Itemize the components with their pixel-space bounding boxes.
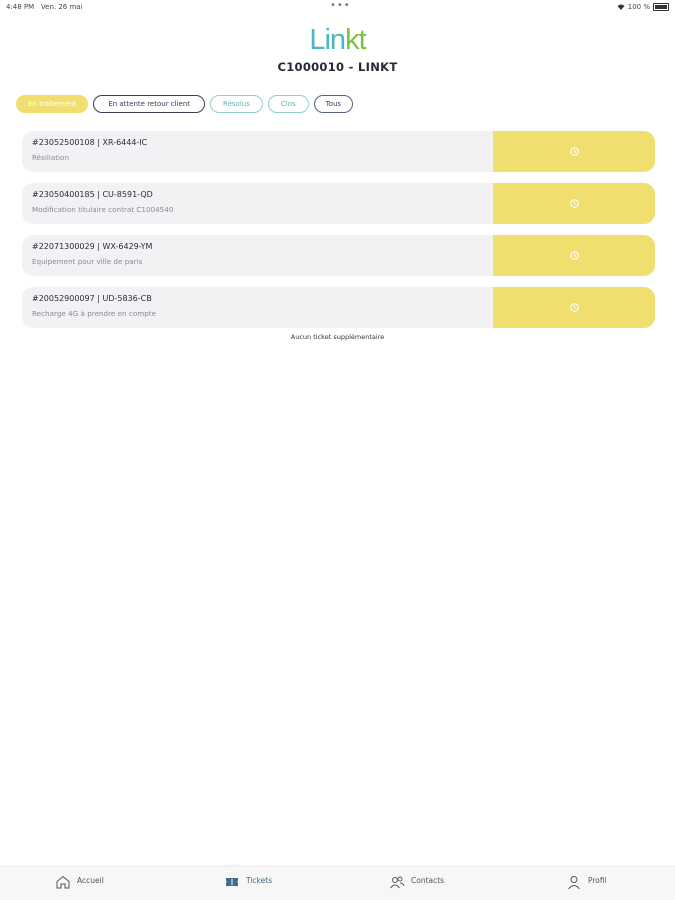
tab-profil[interactable] (566, 874, 607, 890)
clock-icon (570, 251, 579, 260)
clock-icon (570, 147, 579, 156)
ticket-title: #23052500108 | XR-6444-IC (32, 138, 148, 147)
filter-en-attente[interactable]: En attente retour client (93, 95, 205, 113)
ticket-list (22, 131, 655, 339)
status-filters (16, 95, 353, 113)
filter-clos[interactable]: Clos (268, 95, 309, 113)
ticket-subtitle: Résiliation (32, 153, 70, 162)
ticket-card[interactable] (22, 287, 655, 328)
filter-tous[interactable]: Tous (314, 95, 353, 113)
status-right (617, 3, 669, 11)
ticket-icon (224, 874, 240, 890)
tab-label: Accueil (77, 876, 104, 885)
ticket-title: #23050400185 | CU-8591-QD (32, 190, 153, 199)
ticket-card[interactable] (22, 131, 655, 172)
tab-label: Contacts (411, 876, 445, 885)
battery-icon (653, 3, 669, 11)
battery-percent: 100 % (627, 3, 650, 11)
contacts-icon (389, 874, 405, 890)
tab-label: Profil (588, 876, 607, 885)
ticket-status (493, 131, 655, 172)
bottom-tab-bar (0, 866, 675, 900)
ticket-title: #20052900097 | UD-5836-CB (32, 294, 152, 303)
ticket-status (493, 287, 655, 328)
ticket-card[interactable] (22, 183, 655, 224)
clock-icon (570, 199, 579, 208)
status-bar (0, 0, 675, 14)
no-more-tickets-text: Aucun ticket supplémentaire (290, 333, 385, 341)
ticket-title: #22071300029 | WX-6429-YM (32, 242, 153, 251)
tab-accueil[interactable] (55, 874, 104, 890)
user-icon (566, 874, 582, 890)
linkt-logo: Linkt (309, 24, 366, 56)
wifi-icon (617, 4, 625, 10)
ticket-status (493, 183, 655, 224)
status-time: 4:48 PM Ven. 26 mai (6, 3, 83, 11)
ticket-card[interactable] (22, 235, 655, 276)
tab-label: Tickets (246, 876, 273, 885)
ticket-status (493, 235, 655, 276)
clock-icon (570, 303, 579, 312)
filter-resolus[interactable]: Résolus (210, 95, 263, 113)
ticket-subtitle: Modification titulaire contrat C1004540 (32, 205, 174, 214)
filter-en-traitement[interactable]: En traitement (16, 95, 88, 113)
ticket-subtitle: Recharge 4G à prendre en compte (32, 309, 157, 318)
multitask-dots: ••• (330, 0, 351, 11)
home-icon (55, 874, 71, 890)
company-title: C1000010 - LINKT (277, 60, 398, 74)
ticket-subtitle: Equipement pour ville de paris (32, 257, 143, 266)
tab-contacts[interactable] (389, 874, 444, 890)
tab-tickets[interactable] (224, 874, 272, 890)
